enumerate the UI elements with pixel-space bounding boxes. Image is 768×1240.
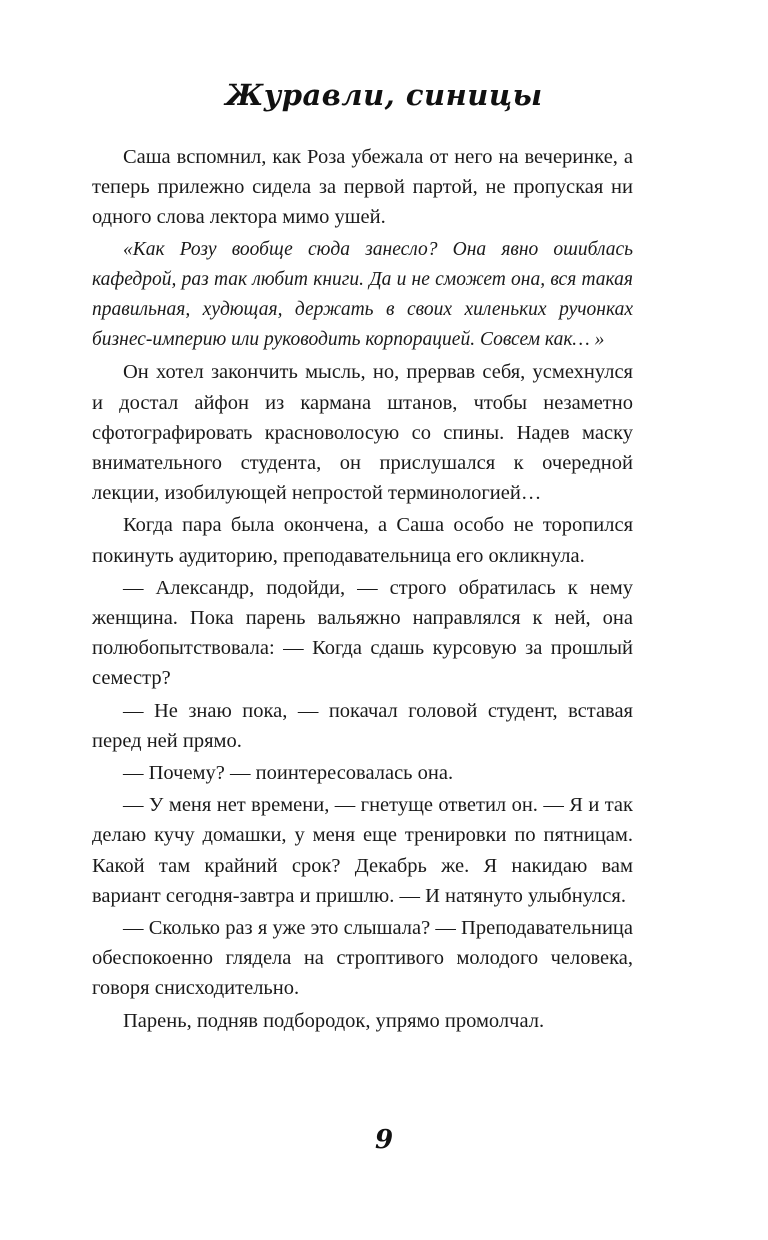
running-title: Журавли, синицы — [225, 78, 543, 112]
paragraph-inner-thought: «Как Розу вообще сюда занесло? Она явно ошиблась кафедрой, раз так любит книги. Да и не сможет она, вся такая правильная, худющая, держать в своих хиленьких ручонках бизнес-империю или руководить корпорацией. Совсем как… » — [92, 238, 633, 351]
paragraph: Он хотел закончить мысль, но, прервав себя, усмехнулся и достал айфон из кармана штанов, чтобы незаметно сфотографировать красноволосую со спины. Надев маску внимательного студента, он прислушался к очередной лекции, изобилующей непростой терминологией… — [92, 361, 633, 505]
body-text — [92, 142, 633, 1036]
paragraph: Саша вспомнил, как Роза убежала от него на вечеринке, а теперь прилежно сидела за первой партой, не пропуская ни одного слова лектора мимо ушей. — [92, 146, 633, 229]
paragraph: Когда пара была окончена, а Саша особо не торопился покинуть аудиторию, преподавательница его окликнула. — [92, 514, 633, 567]
paragraph-dialogue: — Почему? — поинтересовалась она. — [123, 762, 454, 785]
paragraph-dialogue: — Александр, подойди, — строго обратилась к нему женщина. Пока парень вальяжно направлялся к ней, она полюбопытствовала: — Когда сдашь курсовую за прошлый семестр? — [92, 576, 633, 690]
paragraph-dialogue: — Не знаю пока, — покачал головой студент, вставая перед ней прямо. — [92, 699, 633, 752]
paragraph: Парень, подняв подбородок, упрямо промолчал. — [123, 1009, 545, 1032]
paragraph-dialogue: — У меня нет времени, — гнетуще ответил он. — Я и так делаю кучу домашки, у меня еще тренировки по пятницам. Какой там крайний срок? Декабрь же. Я накидаю вам вариант сегодня-завтра и пришлю. — И натянуто улыбнулся. — [92, 794, 633, 907]
page-number: 9 — [374, 1125, 394, 1155]
paragraph-dialogue: — Сколько раз я уже это слышала? — Преподавательница обеспокоенно глядела на строптивого молодого человека, говоря снисходительно. — [92, 917, 633, 1000]
